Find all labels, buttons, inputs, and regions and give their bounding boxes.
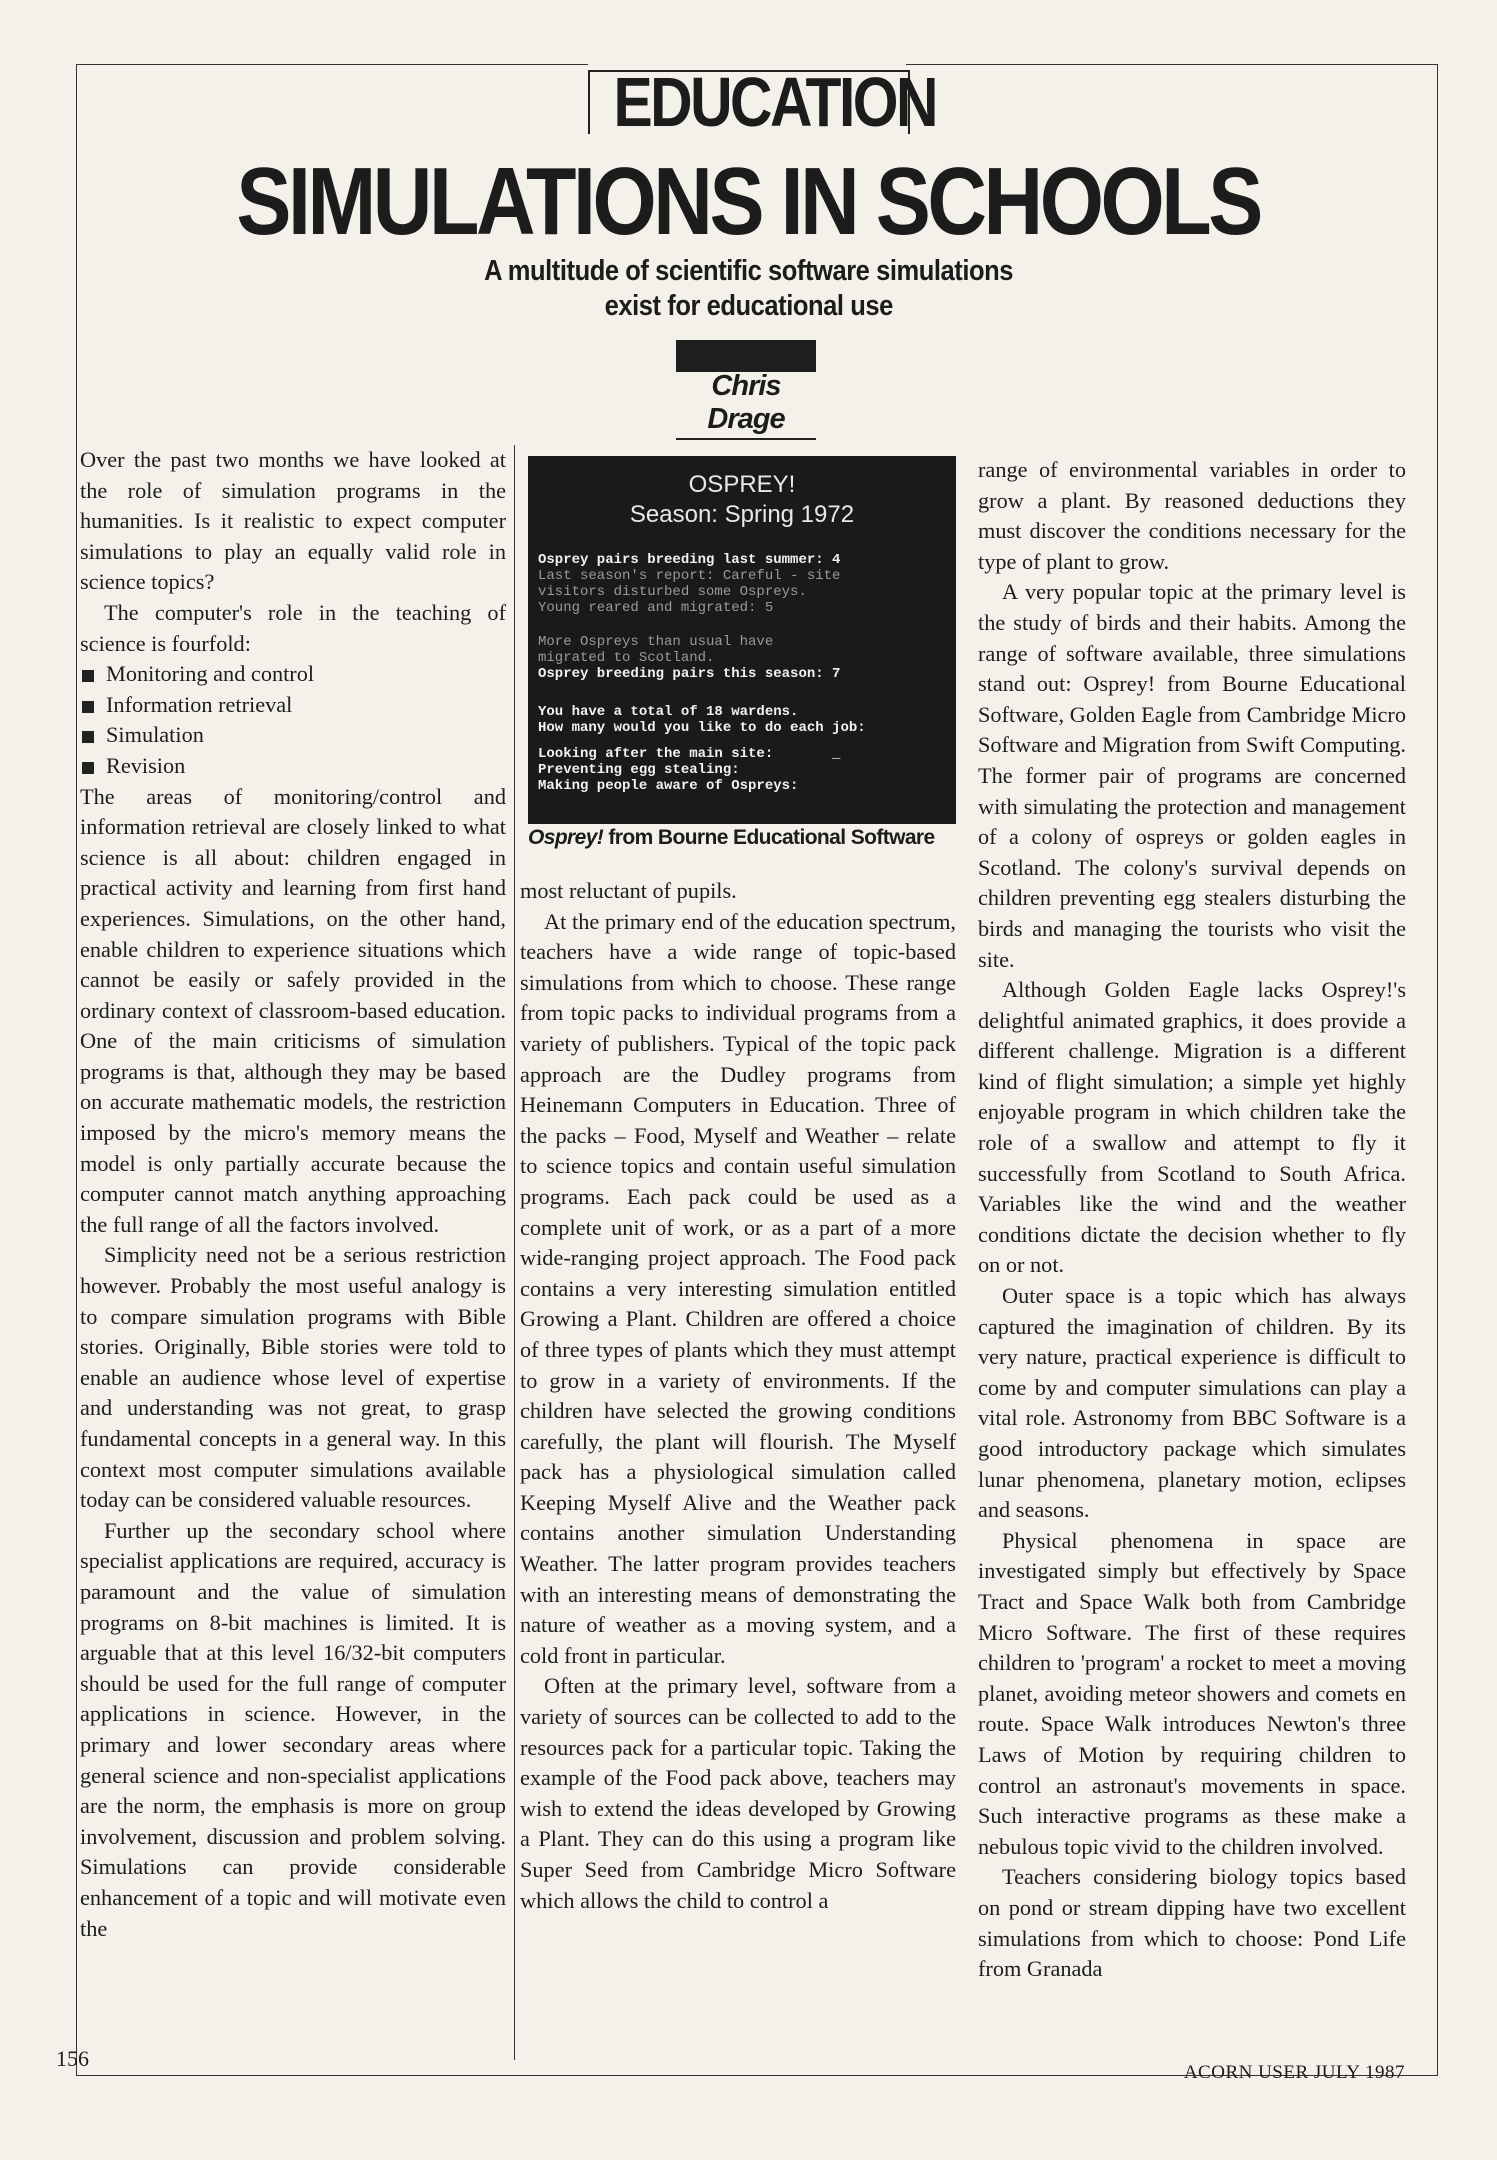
column-1 <box>80 445 515 2060</box>
bullet-item: Simulation <box>80 720 506 751</box>
paragraph: Often at the primary level, software from a variety of sources can be collected to add to the resources pack for a particular topic. Taking the example of the Food pack above, teachers may wish to extend the ideas developed by Growing a Plant. They can do this using a program like Super Seed from Cambridge Micro Software which allows the child to control a <box>520 1673 956 1913</box>
paragraph: A very popular topic at the primary level is the study of birds and their habits. Among the range of software available, three simulations stand out: Osprey! from Bourne Educational Software, Golden Eagle from Cambridge Micro Software and Migration from Swift Computing. The former pair of programs are concerned with simulating the protection and management of a colony of ospreys or golden eagles in Scotland. The colony's survival depends on children preventing egg stealers disturbing the birds and managing the tourists who visit the site. <box>978 579 1406 972</box>
screen-line: Looking after the main site: _ <box>538 746 841 762</box>
page-number: 156 <box>56 2046 89 2071</box>
paragraph: range of environmental variables in order to grow a plant. By reasoned deductions they must discover the conditions necessary for the type of plant to grow. <box>978 457 1406 574</box>
author-byline: Chris Drage <box>676 370 816 440</box>
bullet-item: Monitoring and control <box>80 659 506 690</box>
screen-migration-block <box>528 634 956 682</box>
column-2 <box>520 876 956 1916</box>
screenshot-caption <box>528 826 968 850</box>
section-label: EDUCATION <box>613 63 936 141</box>
osprey-screenshot <box>528 456 956 824</box>
paragraph: most reluctant of pupils. <box>520 878 737 903</box>
screen-report-block <box>528 552 956 616</box>
screen-season: Season: Spring 1972 <box>629 501 855 528</box>
bullet-item: Revision <box>80 751 506 782</box>
screen-line: Last season's report: Careful - site <box>538 568 841 584</box>
standfirst-line-2: exist for educational use <box>604 290 893 322</box>
screen-title: OSPREY! <box>688 471 796 498</box>
headline <box>0 148 1497 255</box>
screen-line: More Ospreys than usual have <box>538 634 774 650</box>
screen-line: migrated to Scotland. <box>538 650 715 666</box>
screen-wardens-block <box>528 704 956 736</box>
screen-line: Making people aware of Ospreys: <box>538 778 799 794</box>
magazine-folio: ACORN USER JULY 1987 <box>1183 2062 1405 2083</box>
paragraph: Over the past two months we have looked at the role of simulation programs in the humanities. Is it realistic to expect computer simulations to play an equally valid role in science topics? <box>80 447 506 595</box>
author-bar <box>676 340 816 372</box>
paragraph: Outer space is a topic which has always captured the imagination of children. By its very nature, practical experience is difficult to come by and computer simulations can play a vital role. Astronomy from BBC Software is a good introductory package which simulates lunar phenomena, planetary motion, eclipses and seasons. <box>978 1283 1406 1523</box>
paragraph: Further up the secondary school where specialist applications are required, accuracy is paramount and the value of simulation programs on 8-bit machines is limited. It is arguable that at this level 16/32-bit computers should be used for the full range of computer applications in science. However, in the primary and lower secondary areas where general science and non-specialist applications are the norm, the emphasis is more on group involvement, discussion and problem solving. Simulations can provide considerable enhancement of a topic and will motivate even the <box>80 1517 506 1941</box>
paragraph: Simplicity need not be a serious restriction however. Probably the most useful analogy is to compare simulation programs with Bible stories. Originally, Bible stories were told to enable an audience whose level of expertise and understanding was not great, to grasp fundamental concepts in a general way. In this context most computer simulations available today can be considered valuable resources. <box>80 1242 506 1513</box>
screen-line: How many would you like to do each job: <box>538 720 866 736</box>
caption-title: Osprey! <box>528 826 604 849</box>
screen-line: Young reared and migrated: 5 <box>538 600 774 616</box>
paragraph: The areas of monitoring/control and information retrieval are closely linked to what science is all about: children engaged in practical activity and learning from first hand experiences. Simulations, on the other hand, enable children to experience situations which cannot be easily or safely provided in the ordinary context of classroom-based education. One of the main criticisms of simulation programs is that, although they may be based on accurate mathematic models, the restriction imposed by the micro's memory means the model is only partially accurate because the computer cannot match anything approaching the full range of all the factors involved. <box>80 783 506 1237</box>
paragraph: Teachers considering biology topics based on pond or stream dipping have two excellent simulations from which to choose: Pond Life from Granada <box>978 1864 1406 1982</box>
paragraph: At the primary end of the education spectrum, teachers have a wide range of topic-based simulations from which to choose. These range from topic packs to individual programs from a variety of publishers. Typical of the topic pack approach are the Dudley programs from Heinemann Computers in Education. Three of the packs – Food, Myself and Weather – relate to science topics and contain useful simulation programs. Each pack could be used as a complete unit of work, or as a part of a more wide-ranging project approach. The Food pack contains a very interesting simulation entitled Growing a Plant. Children are offered a choice of three types of plants which they must attempt to grow in a variety of environments. If the children have selected the growing conditions carefully, the plant will flourish. The Myself pack has a physiological simulation called Keeping Myself Alive and the Weather pack contains another simulation Understanding Weather. The latter program provides teachers with an interesting means of demonstrating the nature of weather as a moving system, and a cold front in particular. <box>520 908 956 1668</box>
screen-line: Osprey breeding pairs this season: 7 <box>538 666 841 682</box>
paragraph: Although Golden Eagle lacks Osprey!'s delightful animated graphics, it does provide a different challenge. Migration is a different kind of flight simulation; a simple yet highly enjoyable program in which children take the role of a swallow and attempt to fly it successfully from Scotland to South Africa. Variables like the wind and the weather conditions dictate the decision whether to fly on or not. <box>978 977 1406 1278</box>
headline-text: SIMULATIONS IN SCHOOLS <box>236 148 1261 255</box>
paragraph: Physical phenomena in space are investigated simply but effectively by Space Tract and Space Walk both from Cambridge Micro Software. The first of these requires children to 'program' a rocket to meet a moving planet, avoiding meteor showers and comets en route. Space Walk introduces Newton's three Laws of Motion by requiring children to control an astronaut's movements in space. Such interactive programs as these make a nebulous topic vivid to the children involved. <box>978 1527 1406 1859</box>
screen-line: Preventing egg stealing: <box>538 762 740 778</box>
standfirst-line-1: A multitude of scientific software simulations <box>484 255 1013 287</box>
bullet-item: Information retrieval <box>80 690 506 721</box>
caption-text: from Bourne Educational Software <box>603 826 935 849</box>
standfirst <box>0 254 1497 324</box>
screen-line: visitors disturbed some Ospreys. <box>538 584 807 600</box>
screen-jobs-block <box>528 746 956 794</box>
screen-line: You have a total of 18 wardens. <box>538 704 799 720</box>
paragraph: The computer's role in the teaching of science is fourfold: <box>80 599 506 656</box>
bullet-list <box>80 659 506 781</box>
column-3 <box>978 455 1406 1985</box>
screen-line: Osprey pairs breeding last summer: 4 <box>538 552 841 568</box>
